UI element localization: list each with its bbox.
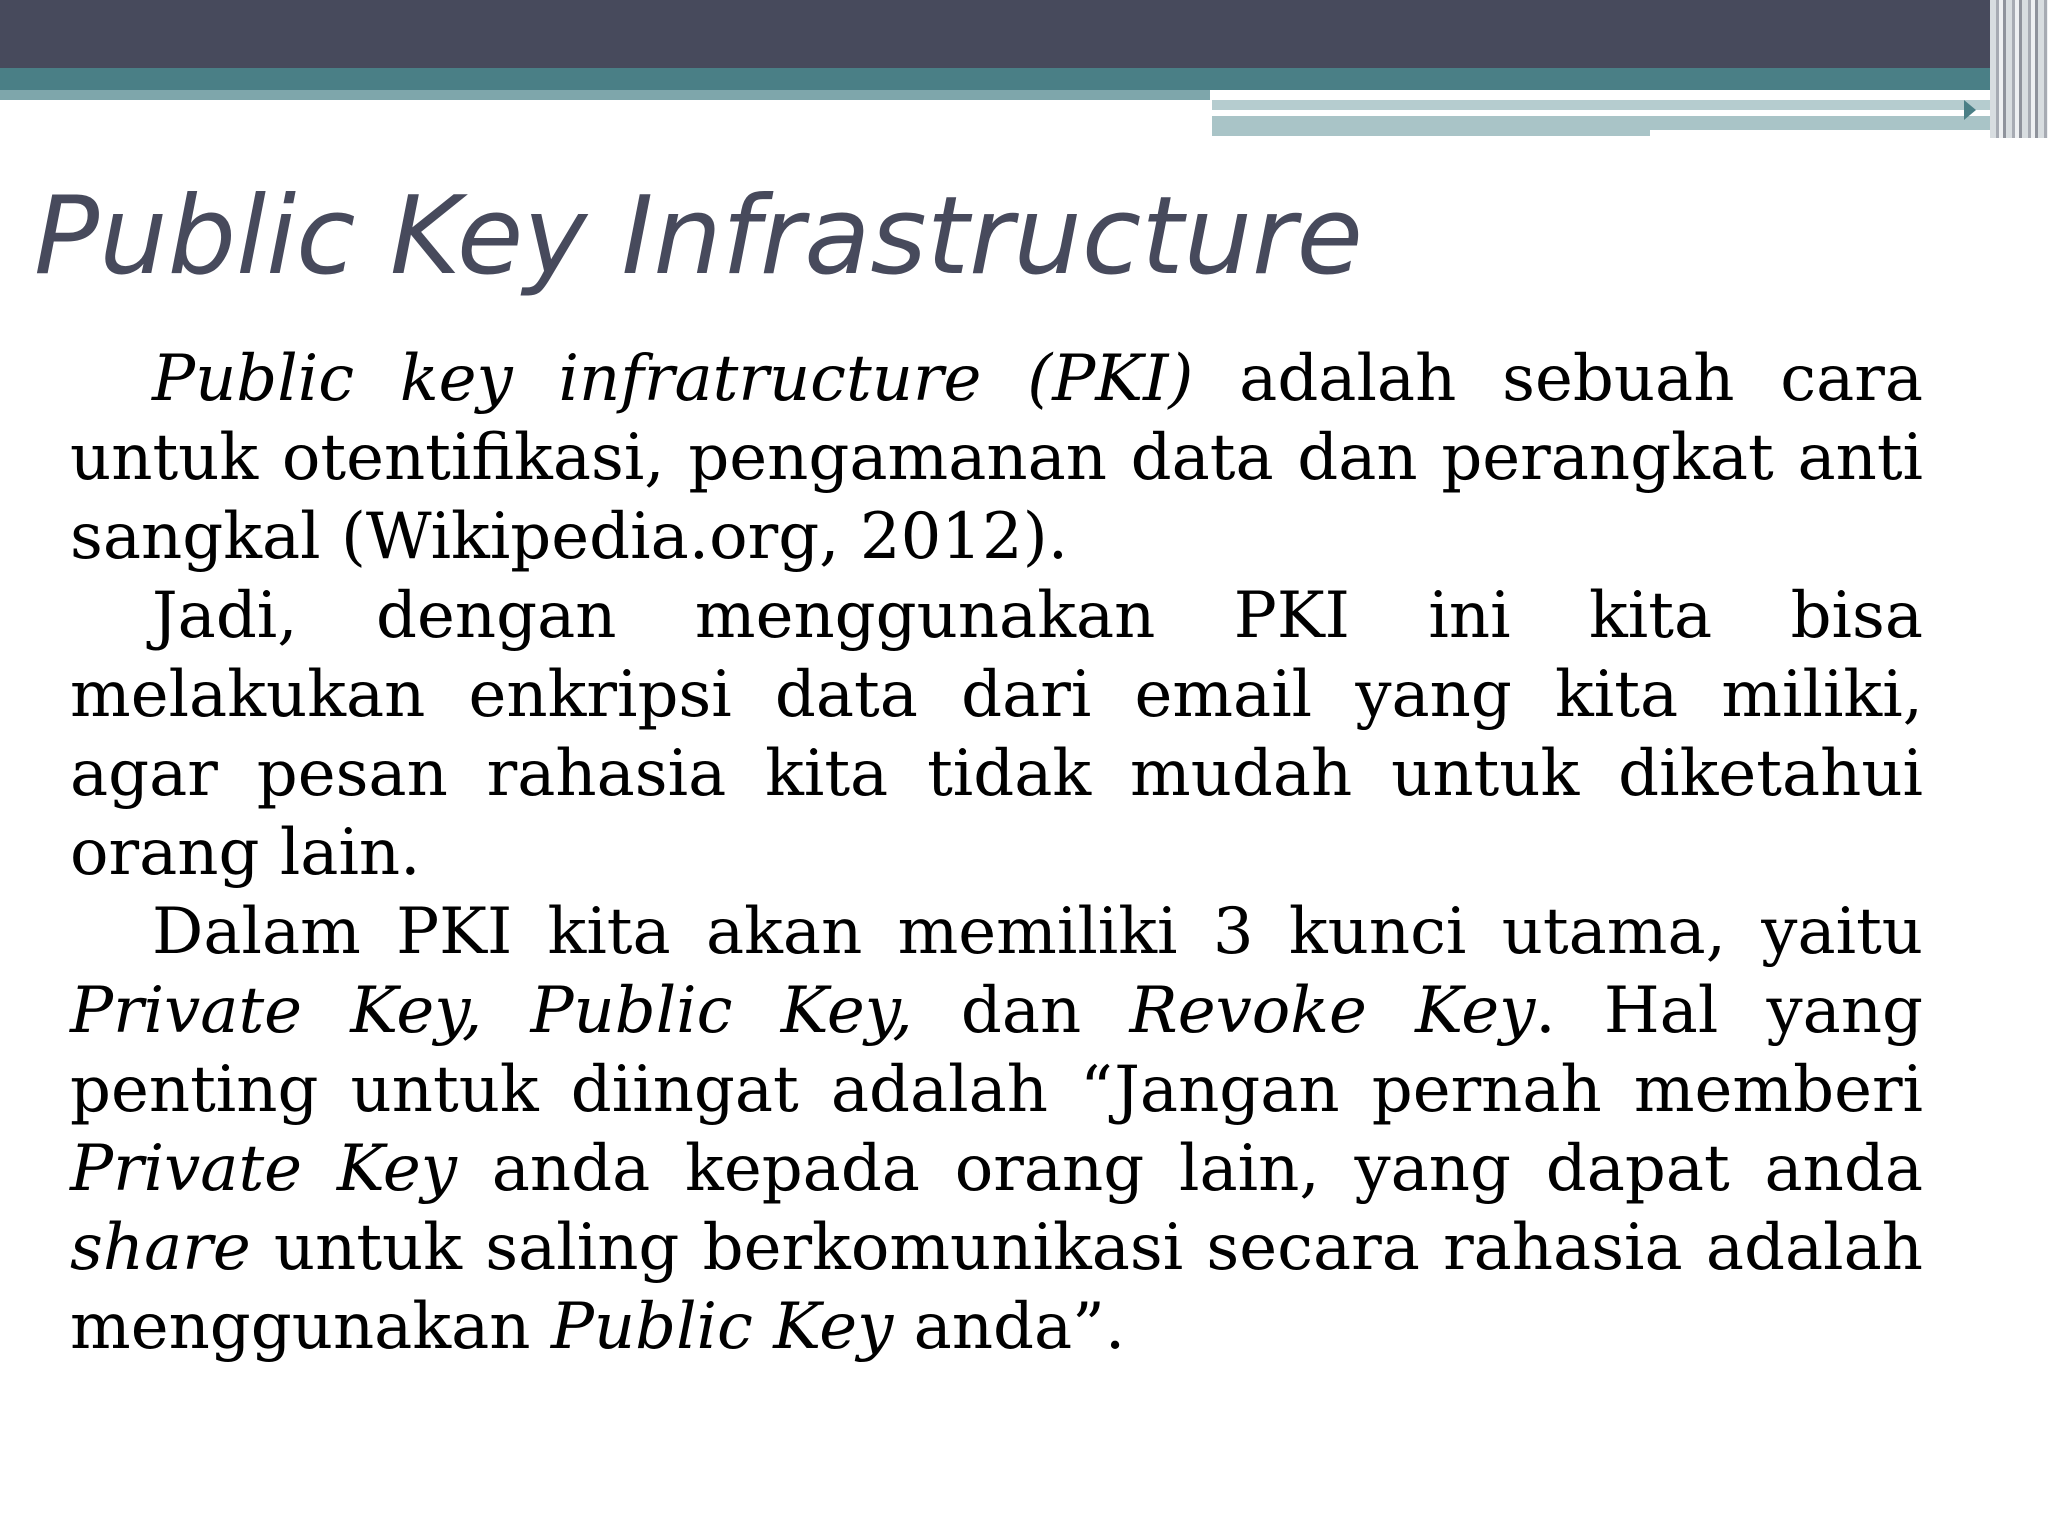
public-key-term: Public Key — [550, 1290, 894, 1364]
header-bar-teal-thin — [0, 90, 1210, 100]
header-bar-light — [1212, 100, 1990, 110]
paragraph-keys: Dalam PKI kita akan memiliki 3 kunci utama, yaitu Private Key, Public Key, dan Revoke Key. Hal yang penting untuk diingat adalah “Jangan pernah memberi Private Key anda kepada orang lain, yang dapat anda share untuk saling berkomunikasi secara rahasia adalah menggunakan Public Key anda”. — [70, 895, 1924, 1364]
private-key-term: Private Key — [70, 1132, 457, 1206]
pki-term: Public key infratructure (PKI) — [152, 342, 1194, 416]
paragraph-definition: Public key infratructure (PKI) adalah sebuah cara untuk otentifikasi, pengamanan data dan perangkat anti sangkal (Wikipedia.org, 2012). — [70, 342, 1923, 574]
header-arrow-icon — [1964, 100, 1976, 120]
key-terms: Private Key, Public Key, — [70, 974, 913, 1048]
header-bar-dark — [0, 0, 1990, 68]
share-term: share — [70, 1211, 251, 1285]
revoke-key-term: Revoke Key — [1129, 974, 1536, 1048]
header-bar-white-line-lower — [1650, 130, 1990, 136]
corner-stripes — [1990, 0, 2048, 138]
slide-title: Public Key Infrastructure — [34, 174, 1363, 299]
slide-body — [70, 340, 1923, 1367]
paragraph-usage: Jadi, dengan menggunakan PKI ini kita bisa melakukan enkripsi data dari email yang kita miliki, agar pesan rahasia kita tidak mudah untuk diketahui orang lain. — [70, 579, 1923, 890]
header-bar-teal — [0, 68, 1990, 90]
